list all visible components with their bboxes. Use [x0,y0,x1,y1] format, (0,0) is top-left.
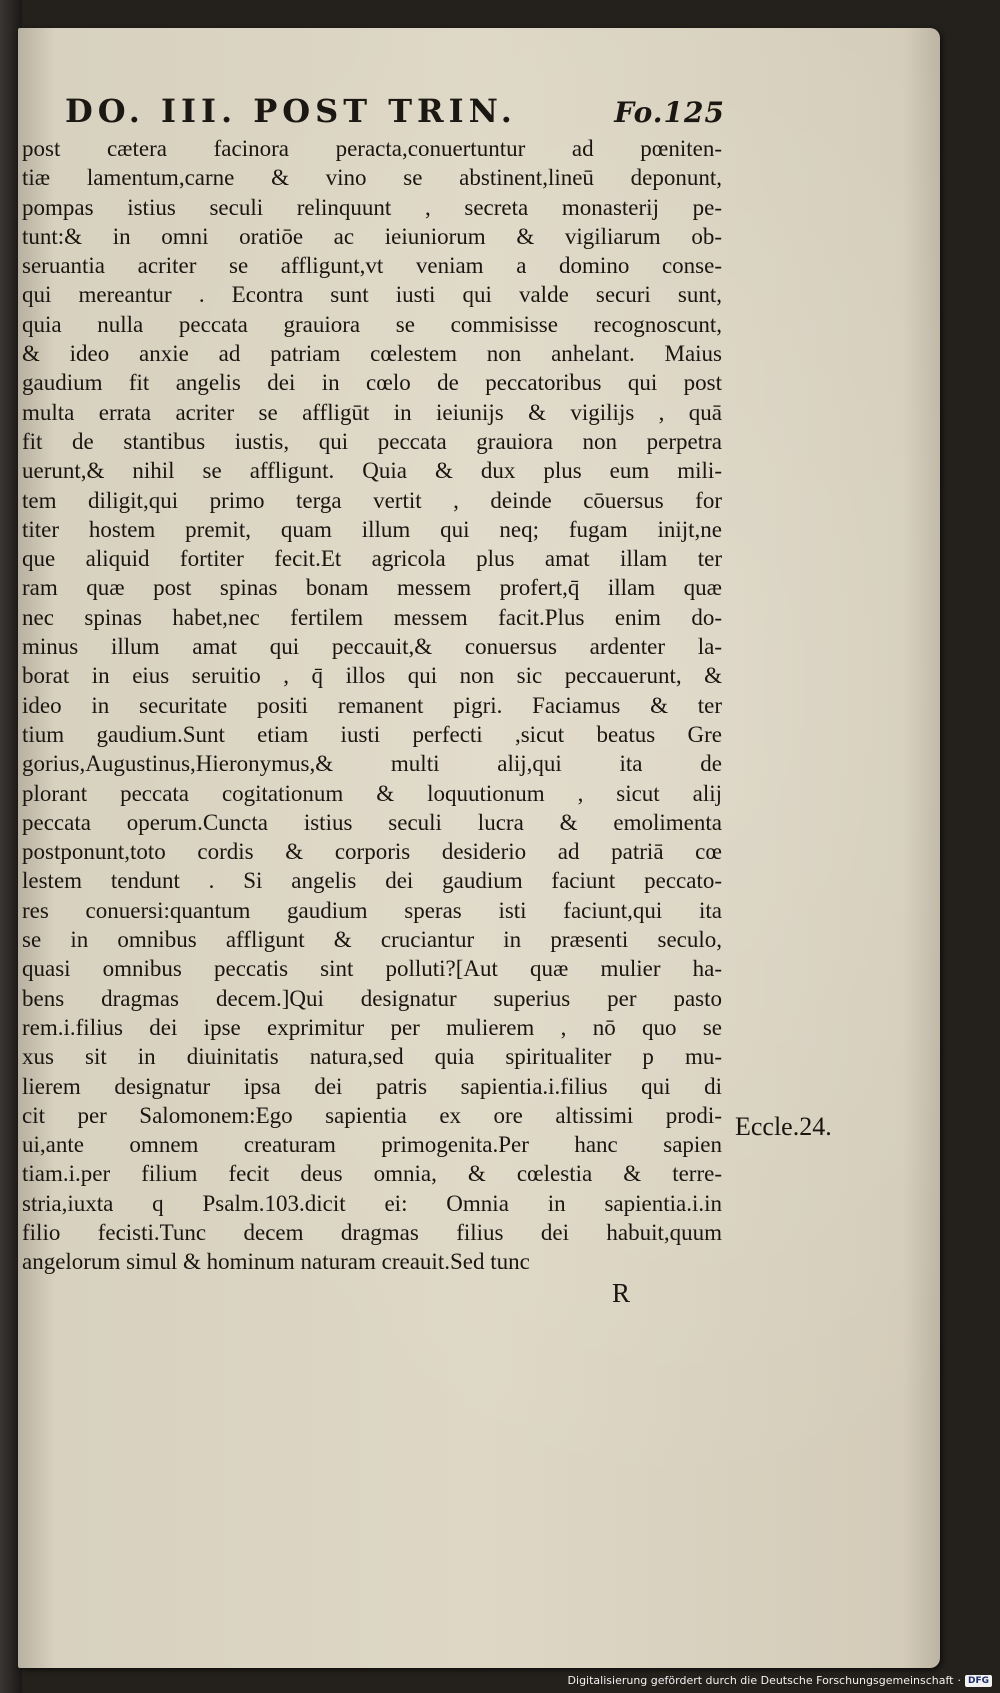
text-line: lestem tendunt . Si angelis dei gaudium faciunt peccato- [22,868,722,894]
text-line: fit de stantibus iustis, qui peccata grauiora non perpetra [22,428,722,454]
text-line: res conuersi:quantum gaudium speras isti faciunt,qui ita [22,897,722,923]
text-line: gaudium fit angelis dei in cœlo de peccatoribus qui post [22,370,722,396]
text-line: pompas istius seculi relinquunt , secreta monasterij pe- [22,194,722,220]
dfg-logo: DFG [965,1675,992,1687]
text-line: qui mereantur . Econtra sunt iusti qui valde securi sunt, [22,282,722,308]
text-line: rem.i.filius dei ipse exprimitur per mulierem , nō quo se [22,1014,722,1040]
digitization-credit: Digitalisierung gefördert durch die Deutsche Forschungsgemeinschaft · DFG [568,1674,992,1687]
signature-mark: R [612,1278,631,1308]
folio-number: Fo.125 [614,96,725,129]
text-line: tem diligit,qui primo terga vertit , deinde cōuersus for [22,487,722,513]
text-line: peccata operum.Cuncta istius seculi lucra & emolimenta [22,809,722,835]
text-line: tiam.i.per filium fecit deus omnia, & cœlestia & terre- [22,1161,722,1187]
main-text-block [22,134,722,1277]
text-line: cit per Salomonem:Ego sapientia ex ore altissimi prodi- [22,1102,722,1128]
running-title: DO. III. POST TRIN. [65,92,517,130]
text-line: plorant peccata cogitationum & loquutionum , sicut alij [22,780,722,806]
text-line: tunt:& in omni oratiōe ac ieiuniorum & vigiliarum ob- [22,223,722,249]
text-line: nec spinas habet,nec fertilem messem facit.Plus enim do- [22,604,722,630]
text-line: ideo in securitate positi remanent pigri. Faciamus & ter [22,692,722,718]
text-line: borat in eius seruitio , q̄ illos qui non sic peccauerunt, & [22,663,722,689]
credit-text: Digitalisierung gefördert durch die Deutsche Forschungsgemeinschaft [567,1674,954,1687]
text-line: postponunt,toto cordis & corporis desiderio ad patriā cœ [22,839,722,865]
text-line: quia nulla peccata grauiora se commisisse recognoscunt, [22,311,722,337]
text-line: filio fecisti.Tunc decem dragmas filius dei habuit,quum [22,1219,722,1245]
text-line: stria,iuxta q Psalm.103.dicit ei: Omnia in sapientia.i.in [22,1190,722,1216]
text-line: uerunt,& nihil se affligunt. Quia & dux plus eum mili- [22,458,722,484]
text-line: tium gaudium.Sunt etiam iusti perfecti ,sicut beatus Gre [22,721,722,747]
text-line: quasi omnibus peccatis sint polluti?[Aut quæ mulier ha- [22,956,722,982]
text-line: gorius,Augustinus,Hieronymus,& multi alij,qui ita de [22,751,722,777]
text-line: bens dragmas decem.]Qui designatur superius per pasto [22,985,722,1011]
text-line: seruantia acriter se affligunt,vt veniam a domino conse- [22,253,722,279]
text-line: que aliquid fortiter fecit.Et agricola plus amat illam ter [22,546,722,572]
text-line: titer hostem premit, quam illum qui neq; fugam inijt,ne [22,516,722,542]
marginal-note: Eccle.24. [735,1112,832,1141]
text-line: ui,ante omnem creaturam primogenita.Per hanc sapien [22,1132,722,1158]
running-header [65,92,725,130]
text-line: minus illum amat qui peccauit,& conuersus ardenter la- [22,634,722,660]
text-line: tiæ lamentum,carne & vino se abstinent,lineū deponunt, [22,165,722,191]
text-line: & ideo anxie ad patriam cœlestem non anhelant. Maius [22,341,722,367]
text-line: angelorum simul & hominum naturam creauit.Sed tunc [22,1249,530,1275]
text-line: post cætera facinora peracta,conuertuntur ad pœniten- [22,136,722,161]
text-line: ram quæ post spinas bonam messem profert,q̄ illam quæ [22,575,722,601]
text-line: xus sit in diuinitatis natura,sed quia spiritualiter p mu- [22,1044,722,1070]
text-line: multa errata acriter se affligūt in ieiunijs & vigilijs , quā [22,399,722,425]
text-line: se in omnibus affligunt & cruciantur in præsenti seculo, [22,927,722,953]
text-line: lierem designatur ipsa dei patris sapientia.i.filius qui di [22,1073,722,1099]
